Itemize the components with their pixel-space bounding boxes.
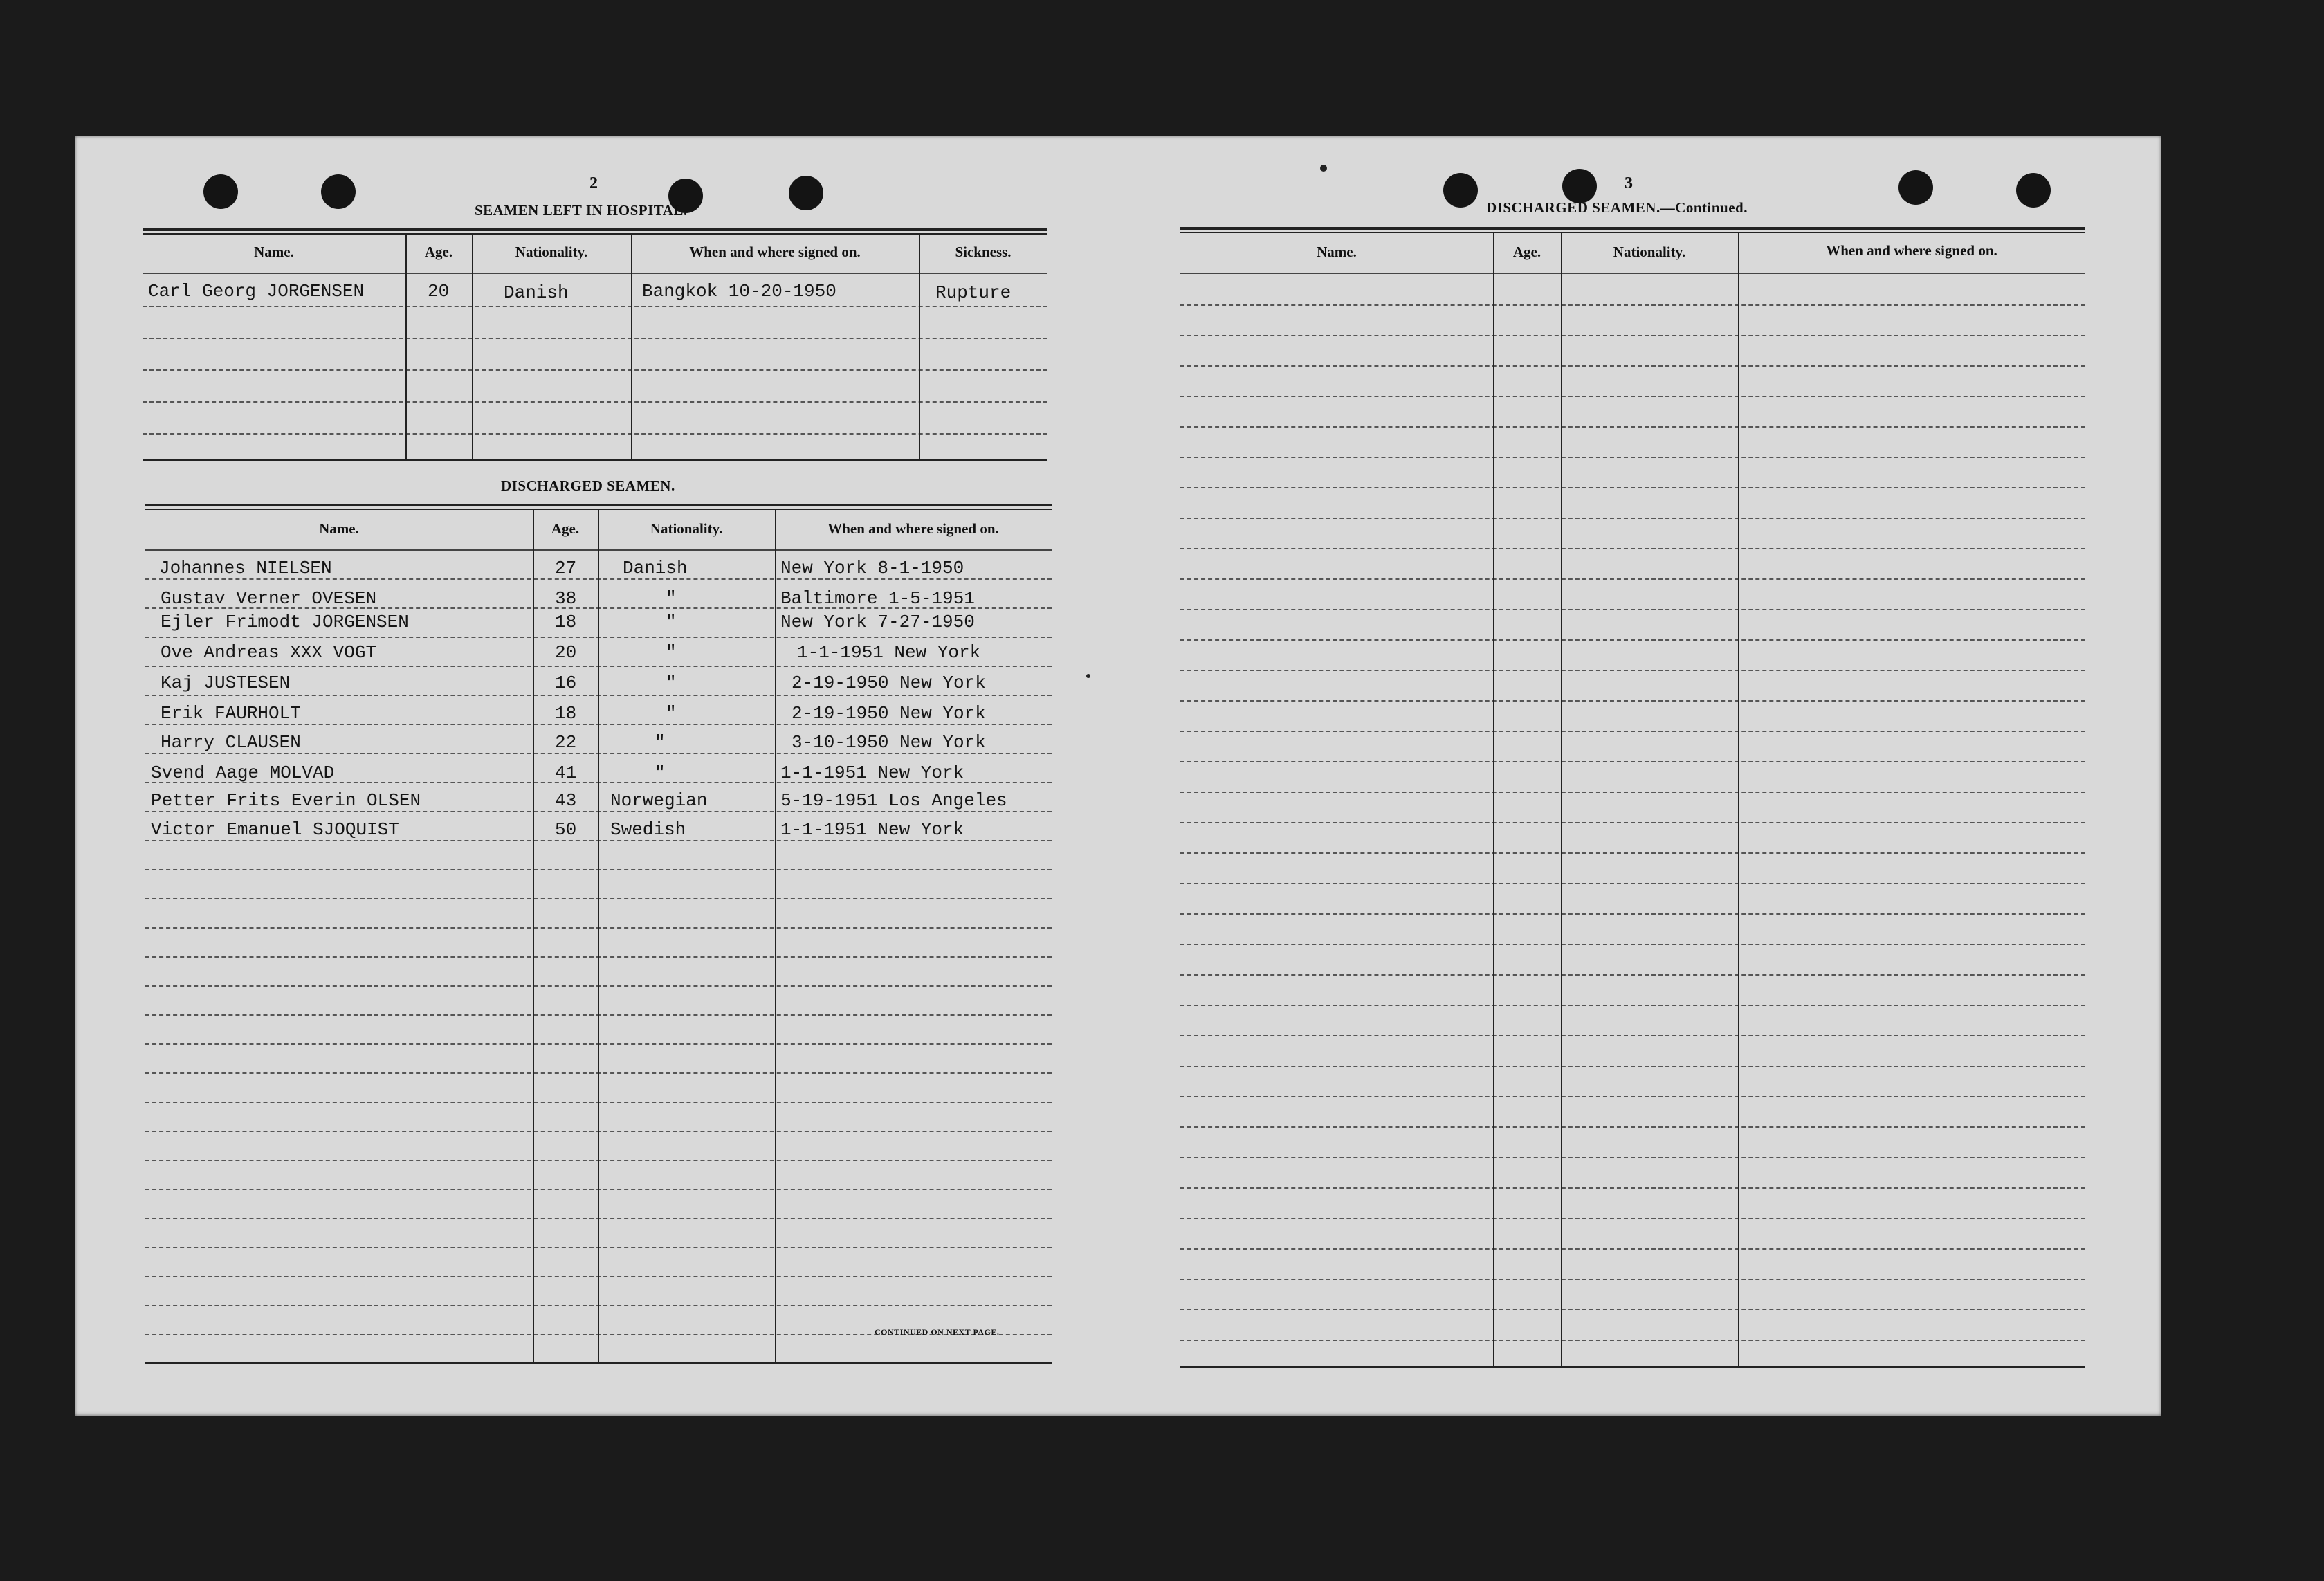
row-line xyxy=(1180,335,2085,336)
row-line xyxy=(1180,1096,2085,1097)
table-rule xyxy=(1180,232,2085,233)
seaman-nationality: " xyxy=(655,762,666,783)
column-header-signed-on: When and where signed on. xyxy=(689,244,861,260)
seaman-age: 18 xyxy=(555,612,577,632)
page-number-left: 2 xyxy=(589,174,598,192)
row-line xyxy=(1180,1340,2085,1341)
row-line xyxy=(1180,578,2085,580)
row-line xyxy=(143,401,1047,403)
seaman-nationality: " xyxy=(666,642,677,663)
column-divider xyxy=(598,509,599,1362)
seaman-nationality: " xyxy=(666,673,677,693)
seaman-signed-on: 1-1-1951 New York xyxy=(797,642,981,663)
hospital-name: Carl Georg JORGENSEN xyxy=(148,281,365,302)
row-line xyxy=(1180,822,2085,823)
seaman-age: 43 xyxy=(555,790,577,811)
row-line xyxy=(1180,852,2085,854)
row-line xyxy=(1180,944,2085,945)
row-line xyxy=(1180,426,2085,428)
row-line xyxy=(1180,518,2085,519)
column-divider xyxy=(775,509,776,1362)
table-rule xyxy=(143,228,1047,231)
punch-hole xyxy=(203,174,238,209)
punch-hole xyxy=(321,174,356,209)
seaman-age: 41 xyxy=(555,762,577,783)
seaman-name: Victor Emanuel SJOQUIST xyxy=(151,819,399,840)
column-header-nationality: Nationality. xyxy=(515,244,588,260)
row-line xyxy=(1180,883,2085,884)
page-number-right: 3 xyxy=(1625,174,1633,192)
seaman-signed-on: 2-19-1950 New York xyxy=(792,673,986,693)
row-line xyxy=(1180,639,2085,641)
row-line xyxy=(143,369,1047,371)
seaman-name: Harry CLAUSEN xyxy=(161,732,301,753)
row-line xyxy=(1180,304,2085,306)
column-header-name: Name. xyxy=(254,244,294,260)
seaman-signed-on: 3-10-1950 New York xyxy=(792,732,986,753)
seaman-name: Gustav Verner OVESEN xyxy=(161,588,377,609)
column-header-signed-on: When and where signed on. xyxy=(1826,242,1997,259)
row-line xyxy=(1180,1309,2085,1310)
column-header-sickness: Sickness. xyxy=(955,244,1012,260)
seaman-signed-on: 1-1-1951 New York xyxy=(780,762,964,783)
row-line xyxy=(1180,609,2085,610)
row-line xyxy=(143,433,1047,435)
column-header-nationality: Nationality. xyxy=(650,520,723,537)
seaman-age: 27 xyxy=(555,558,577,578)
row-line xyxy=(1180,974,2085,976)
row-line xyxy=(143,338,1047,339)
seaman-name: Svend Aage MOLVAD xyxy=(151,762,335,783)
hospital-age: 20 xyxy=(428,281,450,302)
table-rule xyxy=(1180,227,2085,230)
column-header-age: Age. xyxy=(424,244,453,260)
row-line xyxy=(1180,761,2085,762)
row-line xyxy=(1180,396,2085,397)
row-line xyxy=(1180,365,2085,367)
table-rule xyxy=(1180,1366,2085,1368)
ink-speck xyxy=(1086,674,1090,678)
seaman-nationality: Norwegian xyxy=(610,790,708,811)
column-header-age: Age. xyxy=(551,520,580,537)
row-line xyxy=(143,306,1047,307)
column-divider xyxy=(1493,232,1494,1366)
seaman-nationality: Swedish xyxy=(610,819,686,840)
table-rule xyxy=(143,233,1047,235)
column-divider xyxy=(919,234,920,461)
column-header-age: Age. xyxy=(1512,244,1541,260)
table-rule xyxy=(145,1362,1052,1364)
column-divider xyxy=(472,234,473,461)
ledger-sheet xyxy=(75,136,2161,1416)
row-line xyxy=(1180,913,2085,915)
punch-hole xyxy=(2016,173,2051,208)
seaman-nationality: " xyxy=(666,588,677,609)
hospital-sickness: Rupture xyxy=(935,282,1012,303)
seaman-age: 18 xyxy=(555,703,577,724)
seaman-age: 16 xyxy=(555,673,577,693)
header-rule xyxy=(1180,273,2085,274)
continued-note: CONTINUED ON NEXT PAGE. xyxy=(875,1327,1000,1337)
discharged-table-continued xyxy=(1180,227,2085,1400)
column-header-nationality: Nationality. xyxy=(1613,244,1686,260)
row-line xyxy=(1180,487,2085,488)
seaman-signed-on: New York 8-1-1950 xyxy=(780,558,964,578)
row-line xyxy=(1180,1157,2085,1158)
seaman-signed-on: Baltimore 1-5-1951 xyxy=(780,588,975,609)
punch-hole xyxy=(789,176,823,210)
row-line xyxy=(1180,1066,2085,1067)
row-line xyxy=(1180,1279,2085,1280)
row-line xyxy=(1180,457,2085,458)
seaman-age: 38 xyxy=(555,588,577,609)
discharged-table xyxy=(145,504,1052,1396)
row-line xyxy=(1180,700,2085,702)
continued-section-title: DISCHARGED SEAMEN.—Continued. xyxy=(1486,199,1748,216)
seaman-nationality: " xyxy=(655,732,666,753)
hospital-nationality: Danish xyxy=(504,282,569,303)
row-line xyxy=(1180,792,2085,793)
column-header-name: Name. xyxy=(1317,244,1357,260)
punch-hole xyxy=(1898,170,1933,205)
seaman-name: Petter Frits Everin OLSEN xyxy=(151,790,421,811)
seaman-signed-on: 1-1-1951 New York xyxy=(780,819,964,840)
column-divider xyxy=(405,234,407,461)
hospital-table xyxy=(143,228,1047,470)
row-line xyxy=(1180,1005,2085,1006)
seaman-nationality: Danish xyxy=(623,558,688,578)
header-rule xyxy=(143,273,1047,274)
column-divider xyxy=(533,509,534,1362)
seaman-nationality: " xyxy=(666,612,677,632)
hospital-signed-on: Bangkok 10-20-1950 xyxy=(642,281,836,302)
seaman-name: Johannes NIELSEN xyxy=(159,558,332,578)
seaman-nationality: " xyxy=(666,703,677,724)
seaman-age: 20 xyxy=(555,642,577,663)
column-divider xyxy=(1738,232,1739,1366)
row-line xyxy=(1180,1187,2085,1189)
seaman-name: Ejler Frimodt JORGENSEN xyxy=(161,612,409,632)
seaman-signed-on: 2-19-1950 New York xyxy=(792,703,986,724)
table-rule xyxy=(143,459,1047,461)
row-line xyxy=(1180,670,2085,671)
seaman-name: Kaj JUSTESEN xyxy=(161,673,291,693)
seaman-name: Erik FAURHOLT xyxy=(161,703,301,724)
row-line xyxy=(1180,1035,2085,1036)
column-divider xyxy=(631,234,632,461)
row-line xyxy=(1180,1248,2085,1250)
seaman-age: 50 xyxy=(555,819,577,840)
discharged-section-title: DISCHARGED SEAMEN. xyxy=(501,477,675,494)
seaman-signed-on: New York 7-27-1950 xyxy=(780,612,975,632)
punch-hole xyxy=(1562,169,1597,203)
punch-hole xyxy=(1443,173,1478,208)
table-rule xyxy=(145,504,1052,506)
row-line xyxy=(1180,1126,2085,1128)
seaman-age: 22 xyxy=(555,732,577,753)
row-line xyxy=(1180,548,2085,549)
row-line xyxy=(1180,731,2085,732)
seaman-signed-on: 5-19-1951 Los Angeles xyxy=(780,790,1007,811)
column-divider xyxy=(1561,232,1562,1366)
column-header-name: Name. xyxy=(319,520,359,537)
hospital-section-title: SEAMEN LEFT IN HOSPITAL. xyxy=(475,202,688,219)
seaman-name: Ove Andreas XXX VOGT xyxy=(161,642,377,663)
column-header-signed-on: When and where signed on. xyxy=(827,520,999,537)
row-line xyxy=(1180,1218,2085,1219)
ink-speck xyxy=(1320,165,1327,172)
